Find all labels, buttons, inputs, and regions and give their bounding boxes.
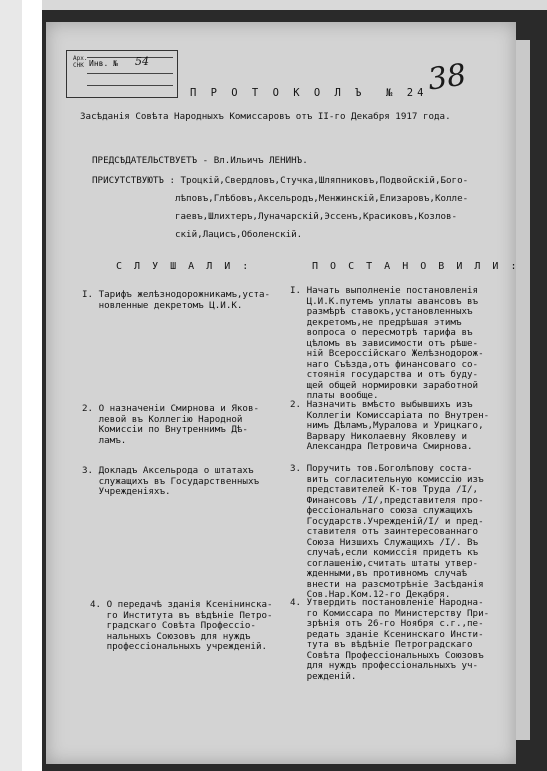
item-line: го Института въ вѣдѣніе Петро- <box>90 609 273 621</box>
stamp-rule <box>87 85 173 86</box>
item-line: платы вообще. <box>290 390 379 401</box>
item-line: наго Съѣзда,отъ финансоваго со- <box>290 358 479 370</box>
present-block <box>92 172 468 244</box>
stamp-rule <box>87 73 173 74</box>
item-line: Учрежденіяхъ. <box>82 486 171 497</box>
left-column-heading: С Л У Ш А Л И : <box>116 261 252 272</box>
item-line: 2. Назначить вмѣсто выбывшихъ изъ <box>290 399 473 410</box>
present-line: скій,Лацисъ,Оболенскій. <box>92 229 303 240</box>
scan-margin-left <box>0 0 23 771</box>
item-line: стоянія государства и отъ буду- <box>290 369 479 380</box>
item-line: ставителя отъ заинтересованнаго <box>290 526 479 537</box>
item-line: вить согласительную комиссію изъ <box>290 473 484 485</box>
stamp-side-text: Арх. СНК <box>73 55 88 69</box>
right-column-heading: П О С Т А Н О В И Л И : <box>312 261 520 272</box>
item-line: I. Начать выполненіе постановленія <box>290 285 479 296</box>
item-line: Варвару Николаевну Яковлеву и <box>290 430 468 442</box>
item-line: случаѣ,если комиссія придетъ къ <box>290 547 479 558</box>
item-line: 4. О передачѣ зданія Ксенінинска- <box>90 599 273 610</box>
item-2-heard <box>82 404 259 446</box>
item-3-resolved <box>290 464 484 601</box>
item-line: Комиссіи по Внутреннимъ Дѣ- <box>82 424 248 435</box>
item-line: левой въ Коллегію Народной <box>82 413 243 425</box>
item-line: редать зданіе Ксенинскаго Инсти- <box>290 628 484 640</box>
item-line: 2. О назначеніи Смирнова и Яков- <box>82 403 260 414</box>
item-line: ламъ. <box>82 434 127 446</box>
page-edge <box>516 40 530 740</box>
item-line: вопроса о пересмотрѣ тарифа въ <box>290 327 473 338</box>
item-line: для нуждъ профессіональныхъ уч- <box>290 660 479 671</box>
item-line: нимъ Дѣламъ,Муралова и Урицкаго, <box>290 420 484 431</box>
item-line: Совѣта Профессіональныхъ Союзовъ <box>290 649 484 661</box>
stamp-label: Инв. № <box>89 59 118 68</box>
item-line: размѣрѣ ставокъ,установленныхъ <box>290 306 473 317</box>
item-line: фессіональнаго союза служащихъ <box>290 505 473 516</box>
item-line: 3. Докладъ Аксельрода о штатахъ <box>82 465 254 476</box>
item-line: зрѣнія отъ 26-го Ноября с.г.,пе- <box>290 618 484 629</box>
item-line: Сов.Нар.Ком.12-го Декабря. <box>290 589 451 600</box>
item-2-resolved <box>290 400 489 453</box>
item-line: нальныхъ Союзовъ для нуждъ <box>90 630 251 642</box>
item-line: I. Тарифъ желѣзнодорожникамъ,уста- <box>82 289 271 300</box>
document-subtitle: Засѣданія Совѣта Народныхъ Комиссаровъ отъ II-го Декабря 1917 года. <box>80 111 451 122</box>
handwritten-page-number: 38 <box>425 57 469 98</box>
item-1-resolved <box>290 286 484 402</box>
stamp-handwritten-number: 54 <box>135 55 149 68</box>
item-line: тута въ вѣдѣніе Петроградскаго <box>290 639 473 650</box>
document-title: П Р О Т О К О Л Ъ № 24 <box>190 87 428 99</box>
item-line: Финансовъ /I/,представителя про- <box>290 494 484 506</box>
present-line: лѣповъ,Глѣбовъ,Аксельродъ,Менжинскій,Елизаровъ,Колле- <box>92 193 469 204</box>
item-line: ній Всероссійскаго Желѣзнодорож- <box>290 348 484 359</box>
present-line: ПРИСУТСТВУЮТЪ : Троцкій,Свердловъ,Стучка,Шляпниковъ,Подвойскій,Бого- <box>92 175 469 186</box>
item-4-heard <box>90 600 273 653</box>
scan-margin-white <box>22 0 42 771</box>
item-line: щей общей нормировки заработной <box>290 379 479 391</box>
item-line: профессіональныхъ учрежденій. <box>90 641 268 652</box>
item-line: новленные декретомъ Ц.И.К. <box>82 299 243 311</box>
item-line: го Комиссара по Министерству При- <box>290 607 490 619</box>
archive-stamp <box>66 50 178 98</box>
item-3-heard <box>82 466 259 498</box>
item-line: Государств.Учрежденій/I/ и пред- <box>290 515 484 527</box>
item-line: 3. Поручить тов.Боголѣпову соста- <box>290 463 473 474</box>
item-4-resolved <box>290 598 489 682</box>
item-line: Александра Петровича Смирнова. <box>290 441 473 452</box>
item-line: Ц.И.К.путемъ уплаты авансовъ въ <box>290 295 479 307</box>
item-line: 4. Утвердить постановленіе Народна- <box>290 597 484 608</box>
stamp-rule <box>87 57 173 58</box>
item-line: внести на разсмотрѣніе Засѣданія <box>290 578 484 590</box>
present-line: гаевъ,Шлихтеръ,Луначарскій,Эссенъ,Красиковъ,Козлов- <box>92 211 458 222</box>
item-line: режденій. <box>290 670 357 682</box>
chair-line: ПРЕДСѢДАТЕЛЬСТВУЕТЪ - Вл.Ильичъ ЛЕНИНЪ. <box>92 155 308 166</box>
item-line: градскаго Совѣта Професcіо- <box>90 620 256 631</box>
item-line: Коллегіи Комиссаріата по Внутрен- <box>290 409 490 421</box>
item-line: жденными,въ противномъ случаѣ <box>290 568 468 579</box>
item-line: цѣломъ въ зависимости отъ рѣше- <box>290 337 479 349</box>
item-line: декретомъ,не предрѣшая этимъ <box>290 316 462 328</box>
item-line: служащихъ въ Государственныхъ <box>82 475 260 487</box>
item-line: Союза Низшихъ Служащихъ /I/. Въ <box>290 536 479 548</box>
item-line: соглашенію,считать штаты утвер- <box>290 557 479 569</box>
item-line: представителей К-тов Труда /I/, <box>290 484 479 495</box>
item-1-heard <box>82 290 270 311</box>
